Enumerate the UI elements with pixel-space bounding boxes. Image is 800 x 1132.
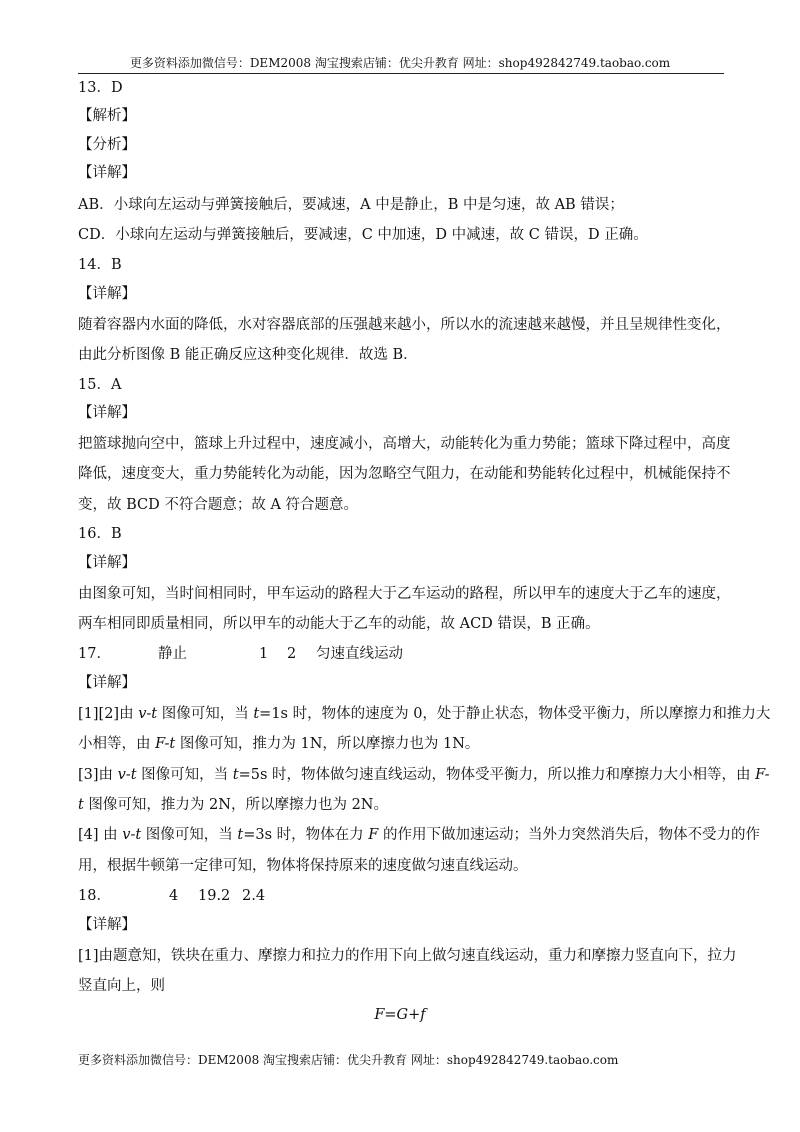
q16-line-2: 两车相同即质量相同，所以甲车的动能大于乙车的动能，故 ACD 错误，B 正确。: [78, 616, 600, 632]
q17-para-3-line-2: 用，根据牛顿第一定律可知，物体将保持原来的速度做匀速直线运动。: [78, 858, 528, 874]
q15-answer: 15．A: [78, 377, 122, 393]
q17-number: 17．: [78, 646, 111, 662]
q13-fenxi-heading: 【分析】: [78, 137, 136, 153]
q15-line-2: 降低，速度变大，重力势能转化为动能，因为忽略空气阻力，在动能和势能转化过程中，机械能保持不: [78, 466, 731, 482]
q14-xiangjie-heading: 【详解】: [78, 286, 136, 302]
header-divider: [78, 73, 724, 74]
q17-xiangjie-heading: 【详解】: [78, 675, 136, 691]
q18-line-2: 竖直向上，则: [78, 978, 165, 994]
q15-line-1: 把篮球抛向空中，篮球上升过程中，速度减小，高增大，动能转化为重力势能；篮球下降过程中，高度: [78, 436, 731, 452]
q16-answer: 16．B: [78, 526, 122, 542]
q13-line-cd: CD．小球向左运动与弹簧接触后，要减速，C 中加速，D 中减速，故 C 错误，D 正确。: [78, 227, 648, 243]
q18-blank-1: 4: [169, 888, 179, 904]
q17-blank-3: 2: [287, 646, 297, 662]
q16-xiangjie-heading: 【详解】: [78, 555, 136, 571]
q17-para-3-line-1: [4] 由 v-t 图像可知，当 t=3s 时，物体在力 F 的作用下做加速运动；当外力突然消失后，物体不受力的作: [78, 827, 760, 843]
q17-blank-4: 匀速直线运动: [316, 646, 403, 662]
q17-para-1-line-2: 小相等，由 F-t 图像可知，推力为 1N，所以摩擦力也为 1N。: [78, 736, 480, 752]
q13-jiexi-heading: 【解析】: [78, 108, 136, 124]
q17-para-2-line-1: [3]由 v-t 图像可知，当 t=5s 时，物体做匀速直线运动，物体受平衡力，所以推力和摩擦力大小相等，由 F-: [78, 767, 770, 783]
page-header: 更多资料添加微信号：DEM2008 淘宝搜索店铺：优尖升教育 网址：shop492842749.taobao.com: [129, 56, 671, 70]
q17-para-2-line-2: t 图像可知，推力为 2N，所以摩擦力也为 2N。: [78, 797, 388, 813]
q18-line-1: [1]由题意知，铁块在重力、摩擦力和拉力的作用下向上做匀速直线运动，重力和摩擦力竖直向下，拉力: [78, 948, 737, 964]
q17-blank-1: 静止: [158, 646, 187, 662]
q14-answer: 14．B: [78, 257, 122, 273]
q14-line-2: 由此分析图像 B 能正确反应这种变化规律．故选 B．: [78, 347, 418, 363]
q18-equation: F=G+f: [374, 1007, 426, 1023]
q18-number: 18．: [78, 888, 111, 904]
q13-xiangjie-heading: 【详解】: [78, 165, 136, 181]
q17-blank-2: 1: [259, 646, 269, 662]
page-footer: 更多资料添加微信号：DEM2008 淘宝搜索店铺：优尖升教育 网址：shop492842749.taobao.com: [78, 1053, 619, 1067]
q18-xiangjie-heading: 【详解】: [78, 917, 136, 933]
q14-line-1: 随着容器内水面的降低，水对容器底部的压强越来越小，所以水的流速越来越慢，并且呈规律性变化，: [78, 317, 731, 333]
q17-para-1-line-1: [1][2]由 v-t 图像可知，当 t=1s 时，物体的速度为 0，处于静止状态，物体受平衡力，所以摩擦力和推力大: [78, 706, 771, 722]
q16-line-1: 由图象可知，当时间相同时，甲车运动的路程大于乙车运动的路程，所以甲车的速度大于乙车的速度，: [78, 586, 731, 602]
q15-line-3: 变，故 BCD 不符合题意；故 A 符合题意。: [78, 497, 359, 513]
q13-line-ab: AB．小球向左运动与弹簧接触后，要减速，A 中是静止，B 中是匀速，故 AB 错误；: [78, 197, 624, 213]
q15-xiangjie-heading: 【详解】: [78, 405, 136, 421]
q18-blank-3: 2.4: [242, 888, 266, 904]
q18-blank-2: 19.2: [198, 888, 231, 904]
q13-answer: 13．D: [78, 80, 123, 96]
